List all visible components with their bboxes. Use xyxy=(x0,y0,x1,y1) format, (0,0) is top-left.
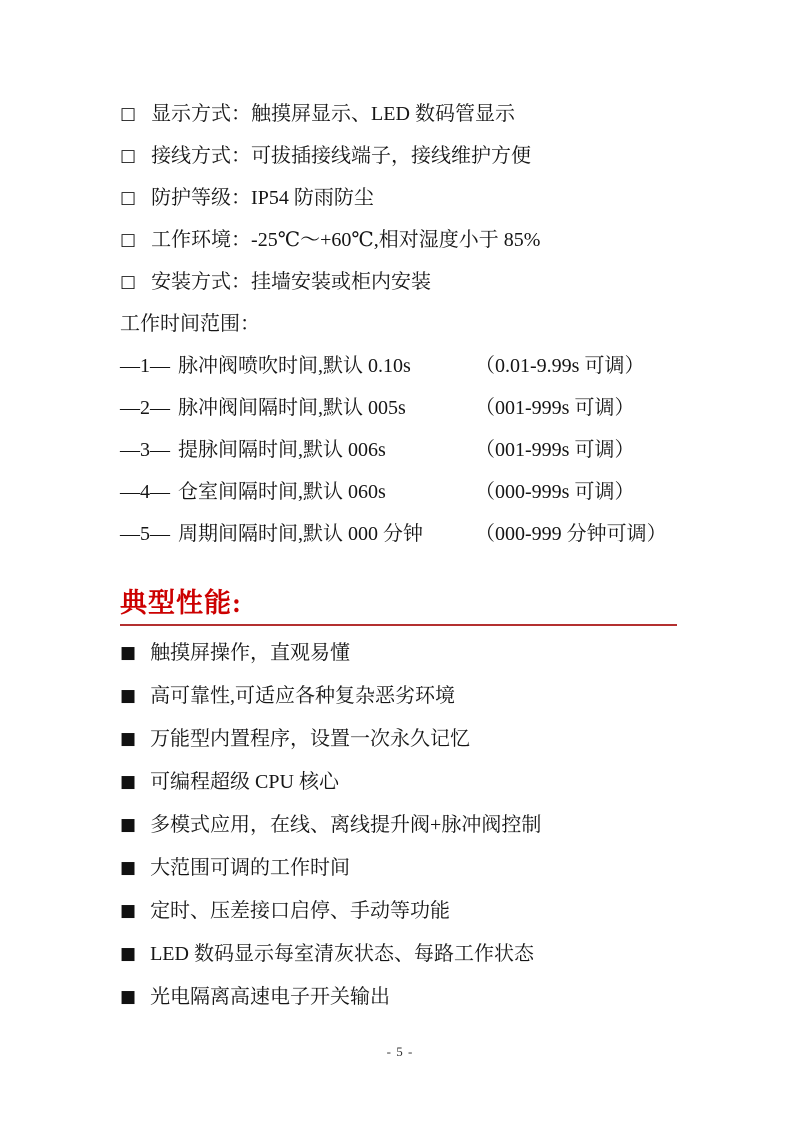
feature-text: LED 数码显示每室清灰状态、每路工作状态 xyxy=(150,943,534,965)
param-description: 脉冲阀间隔时间,默认 005s xyxy=(178,397,406,419)
feature-text: 多模式应用，在线、离线提升阀+脉冲阀控制 xyxy=(150,814,542,836)
spec-text: 防护等级：IP54 防雨防尘 xyxy=(151,187,374,209)
solid-square-bullet-icon: ■ xyxy=(120,642,137,663)
param-description: 提脉间隔时间,默认 006s xyxy=(178,439,386,461)
param-range: （0.01-9.99s 可调） xyxy=(475,355,645,377)
list-item xyxy=(120,187,710,209)
feature-text: 光电隔离高速电子开关输出 xyxy=(150,986,391,1008)
empty-square-bullet-icon: □ xyxy=(120,145,137,166)
param-row xyxy=(120,523,710,545)
feature-text: 触摸屏操作，直观易懂 xyxy=(150,642,351,664)
feature-text: 可编程超级 CPU 核心 xyxy=(150,771,339,793)
solid-square-bullet-icon: ■ xyxy=(120,685,137,706)
param-description: 仓室间隔时间,默认 060s xyxy=(178,481,386,503)
param-marker: —4— xyxy=(120,481,170,503)
feature-text: 大范围可调的工作时间 xyxy=(150,857,351,879)
param-marker: —1— xyxy=(120,355,170,377)
param-row xyxy=(120,355,710,377)
solid-square-bullet-icon: ■ xyxy=(120,728,137,749)
solid-square-bullet-icon: ■ xyxy=(120,986,137,1007)
empty-square-bullet-icon: □ xyxy=(120,229,137,250)
spec-text: 显示方式：触摸屏显示、LED 数码管显示 xyxy=(151,103,515,125)
param-row xyxy=(120,439,710,461)
list-item xyxy=(120,145,710,167)
list-item xyxy=(120,103,710,125)
feature-text: 万能型内置程序，设置一次永久记忆 xyxy=(150,728,471,750)
list-item xyxy=(120,271,710,293)
param-description: 周期间隔时间,默认 000 分钟 xyxy=(178,523,423,545)
empty-square-bullet-icon: □ xyxy=(120,271,137,292)
page-number: - 5 - xyxy=(386,1044,414,1059)
list-item xyxy=(120,986,710,1008)
param-range: （001-999s 可调） xyxy=(475,439,635,461)
param-row xyxy=(120,481,710,503)
param-range: （000-999s 可调） xyxy=(475,481,635,503)
list-item xyxy=(120,685,710,707)
empty-square-bullet-icon: □ xyxy=(120,187,137,208)
feature-text: 定时、压差接口启停、手动等功能 xyxy=(150,900,451,922)
list-item xyxy=(120,814,710,836)
param-range: （001-999s 可调） xyxy=(475,397,635,419)
spec-text: 安装方式：挂墙安装或柜内安装 xyxy=(151,271,432,293)
list-item xyxy=(120,900,710,922)
list-item xyxy=(120,943,710,965)
param-marker: —2— xyxy=(120,397,170,419)
work-time-range-label: 工作时间范围： xyxy=(120,313,260,335)
param-row xyxy=(120,397,710,419)
empty-square-bullet-icon: □ xyxy=(120,103,137,124)
list-item xyxy=(120,771,710,793)
spec-text: 工作环境：-25℃～+60℃,相对湿度小于 85% xyxy=(151,229,541,251)
param-range: （000-999 分钟可调） xyxy=(475,523,667,545)
param-marker: —3— xyxy=(120,439,170,461)
param-description: 脉冲阀喷吹时间,默认 0.10s xyxy=(178,355,411,377)
param-marker: —5— xyxy=(120,523,170,545)
solid-square-bullet-icon: ■ xyxy=(120,857,137,878)
spec-text: 接线方式：可拔插接线端子，接线维护方便 xyxy=(151,145,532,167)
list-item xyxy=(120,642,710,664)
solid-square-bullet-icon: ■ xyxy=(120,771,137,792)
list-item xyxy=(120,229,710,251)
list-item xyxy=(120,728,710,750)
section-heading-typical-performance: 典型性能: xyxy=(120,589,677,626)
solid-square-bullet-icon: ■ xyxy=(120,943,137,964)
solid-square-bullet-icon: ■ xyxy=(120,900,137,921)
feature-text: 高可靠性,可适应各种复杂恶劣环境 xyxy=(150,685,456,707)
solid-square-bullet-icon: ■ xyxy=(120,814,137,835)
spec-list xyxy=(120,103,710,293)
list-item xyxy=(120,857,710,879)
feature-list xyxy=(120,642,710,1008)
